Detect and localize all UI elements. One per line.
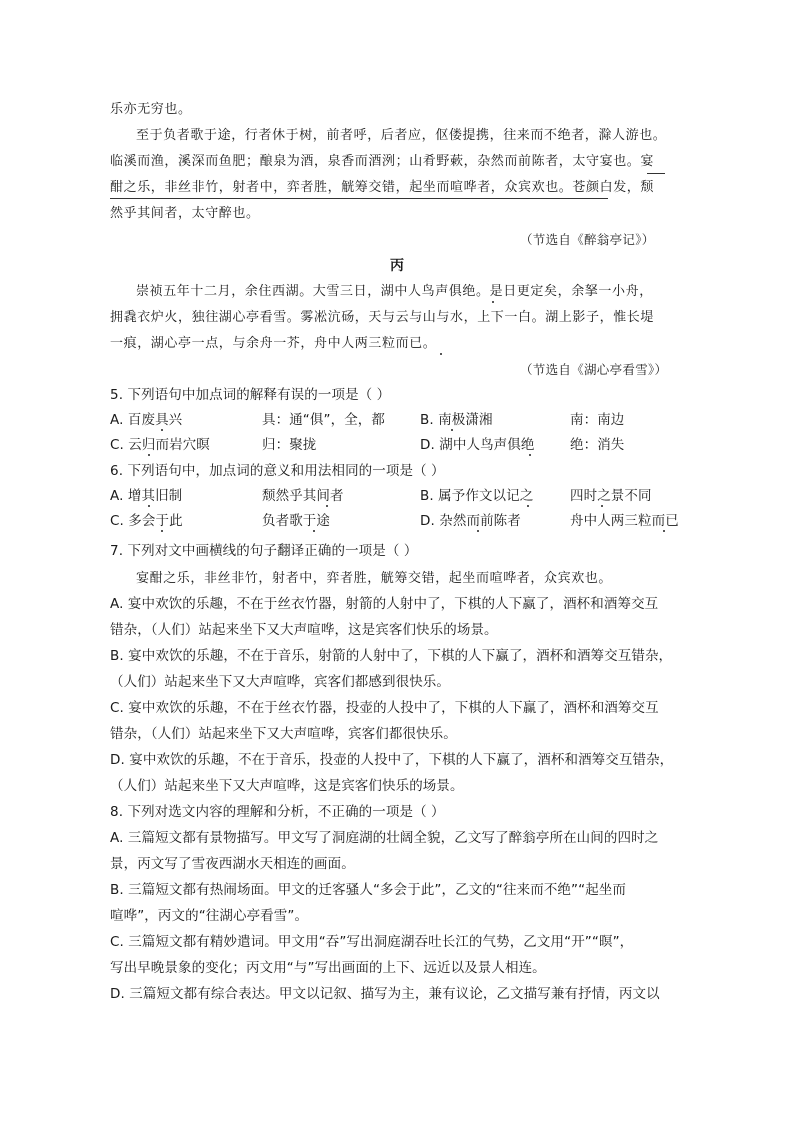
- option-d-line: D. 宴中欢饮的乐趣，不在于音乐，投壶的人投中了，下棋的人下赢了，酒杯和酒筹交互错杂，: [110, 752, 674, 768]
- emphasis-dot: [527, 505, 529, 507]
- emphasis-dot: [148, 454, 150, 456]
- emphasis-dot: [161, 530, 163, 532]
- option-b-explanation: 南：南边: [570, 412, 625, 428]
- option-b-label: B. 南极潇湘: [420, 412, 493, 428]
- option-a-second: 颓然乎其间者: [262, 488, 344, 504]
- underline-mark: [647, 173, 665, 174]
- emphasis-dot: [313, 530, 315, 532]
- option-c-first: C. 多会于此: [110, 513, 183, 529]
- emphasis-dot: [477, 530, 479, 532]
- emphasis-dot: [529, 454, 531, 456]
- option-b-line: （人们）站起来坐下又大声喧哗，宾客们都感到很快乐。: [110, 674, 450, 690]
- option-c-explanation: 归：聚拢: [262, 437, 317, 453]
- passage-line: 然乎其间者，太守醉也。: [110, 206, 260, 221]
- option-a-explanation: 具：通“俱”，全，都: [262, 412, 385, 428]
- underline-mark: [110, 198, 608, 199]
- passage-line: 一痕，湖心亭一点，与余舟一芥，舟中人两三粒而已。: [110, 336, 437, 351]
- option-d-first: D. 杂然而前陈者: [420, 513, 521, 529]
- passage-heading: 丙: [390, 258, 404, 274]
- option-a-first: A. 增其旧制: [110, 488, 183, 504]
- option-d-explanation: 绝：消失: [570, 437, 625, 453]
- option-d-line: D. 三篇短文都有综合表达。甲文以记叙、描写为主，兼有议论，乙文描写兼有抒情，丙文以: [110, 986, 660, 1002]
- question-quote: 宴酣之乐，非丝非竹，射者中，弈者胜，觥筹交错，起坐而喧哗者，众宾欢也。: [136, 571, 613, 586]
- passage-line: 崇祯五年十二月，余住西湖。大雪三日，湖中人鸟声俱绝。是日更定矣，余拏一小舟，: [136, 284, 653, 299]
- source-note: （节选自《湖心亭看雪》）: [520, 362, 668, 377]
- option-d-line: （人们）站起来坐下又大声喧哗，这是宾客们快乐的场景。: [110, 778, 464, 794]
- option-b-first: B. 属予作文以记之: [420, 488, 534, 504]
- emphasis-dot: [326, 505, 328, 507]
- option-a-line: A. 三篇短文都有景物描写。甲文写了洞庭湖的壮阔全貌，乙文写了醉翁亭所在山间的四时之: [110, 830, 659, 846]
- passage-line: 酣之乐，非丝非竹，射者中，弈者胜，觥筹交错，起坐而喧哗者，众宾欢也。苍颜白发，颓: [110, 180, 655, 195]
- question-stem: 8. 下列对选文内容的理解和分析，不正确的一项是（ ）: [110, 804, 445, 820]
- emphasis-dot: [492, 301, 494, 303]
- question-stem: 6. 下列语句中，加点词的意义和用法相同的一项是（ ）: [110, 463, 445, 479]
- emphasis-dot: [451, 429, 453, 431]
- option-d-label: D. 湖中人鸟声俱绝: [420, 437, 535, 453]
- option-c-line: C. 宴中欢饮的乐趣，不在于丝衣竹器，投壶的人投中了，下棋的人下赢了，酒杯和酒筹交互: [110, 700, 659, 716]
- option-b-second: 四时之景不同: [570, 488, 652, 504]
- option-a-line: 错杂，（人们）站起来坐下又大声喧哗，这是宾客们快乐的场景。: [110, 622, 498, 638]
- emphasis-dot: [601, 505, 603, 507]
- option-c-second: 负者歌于途: [262, 513, 330, 529]
- option-a-line: 景，丙文写了雪夜西湖水天相连的画面。: [110, 856, 355, 872]
- emphasis-dot: [663, 530, 665, 532]
- option-a-line: A. 宴中欢饮的乐趣，不在于丝衣竹器，射箭的人射中了，下棋的人下赢了，酒杯和酒筹交互: [110, 596, 659, 612]
- option-c-line: 写出早晚景象的变化；丙文用“与”写出画面的上下、远近以及景人相连。: [110, 960, 546, 976]
- source-note: （节选自《醉翁亭记》）: [520, 232, 655, 247]
- option-b-line: B. 宴中欢饮的乐趣，不在于音乐，射箭的人射中了，下棋的人下赢了，酒杯和酒筹交互错杂，: [110, 648, 673, 664]
- question-stem: 7. 下列对文中画横线的句子翻译正确的一项是（ ）: [110, 543, 418, 559]
- option-a-label: A. 百废具兴: [110, 412, 183, 428]
- passage-line: 至于负者歌于途，行者休于树，前者呼，后者应，伛偻提携，往来而不绝者，滁人游也。: [136, 128, 667, 143]
- emphasis-dot: [161, 429, 163, 431]
- passage-line: 乐亦无穷也。: [110, 102, 192, 117]
- passage-line: 临溪而渔，溪深而鱼肥；酿泉为酒，泉香而酒洌；山肴野蔌，杂然而前陈者，太守宴也。宴: [110, 154, 655, 169]
- option-c-label: C. 云归而岩穴暝: [110, 437, 210, 453]
- option-c-line: C. 三篇短文都有精妙遣词。甲文用“吞”写出洞庭湖吞吐长江的气势，乙文用“开”“暝”，: [110, 934, 634, 950]
- option-d-second: 舟中人两三粒而已: [570, 513, 679, 529]
- option-b-line: B. 三篇短文都有热闹场面。甲文的迁客骚人“多会于此”，乙文的“往来而不绝”“起坐而: [110, 882, 627, 898]
- emphasis-dot: [440, 353, 442, 355]
- option-c-line: 错杂，（人们）站起来坐下又大声喧哗，宾客们都很快乐。: [110, 726, 457, 742]
- passage-line: 拥毳衣炉火，独往湖心亭看雪。雾凇沆砀，天与云与山与水，上下一白。湖上影子，惟长堤: [110, 310, 655, 325]
- option-b-line: 喧哗”，丙文的“往湖心亭看雪”。: [110, 908, 309, 924]
- emphasis-dot: [148, 505, 150, 507]
- question-stem: 5. 下列语句中加点词的解释有误的一项是（ ）: [110, 387, 391, 403]
